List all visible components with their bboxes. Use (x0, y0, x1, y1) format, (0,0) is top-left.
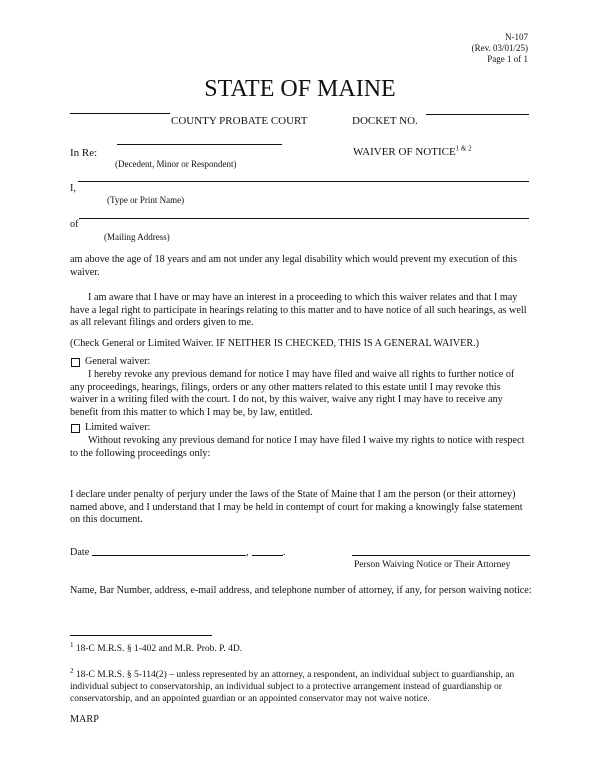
general-waiver-checkbox[interactable] (71, 358, 80, 367)
county-probate-court-label: COUNTY PROBATE COURT (171, 115, 308, 127)
age-statement: am above the age of 18 years and am not under any legal disability which would prevent my execution of this waiver. (70, 254, 517, 278)
footnote-2-text: 18-C M.R.S. § 5-114(2) – unless represented by an attorney, a respondent, an individual subject to guardianship, an individual subject to conservatorship, an individual subject to a protective arrangement instead of guardianship or conservatorship, and an appointed guardian or an appointed conservator may not waive notice. (70, 670, 515, 704)
footnote-separator (70, 635, 212, 636)
check-instruction: (Check General or Limited Waiver. IF NEITHER IS CHECKED, THIS IS A GENERAL WAIVER.) (70, 338, 480, 349)
in-re-label: In Re: (70, 147, 98, 159)
footnote-2-mark: 2 (70, 666, 74, 675)
footer-marp: MARP (70, 714, 99, 725)
general-waiver-text: I hereby revoke any previous demand for notice I may have filed and waive all rights to further notice of any proceedings, hearings, filings, orders or any other matters related to this estate until I may revoke this waiver in a writing filed with the court. I do not, by this waiver, waive any right I may have to receive any benefit from this matter to which I may be, by law, entitled. (70, 369, 515, 418)
limited-waiver-label: Limited waiver: (85, 422, 151, 433)
county-field[interactable] (70, 113, 170, 114)
in-re-sublabel: (Decedent, Minor or Respondent) (115, 159, 237, 169)
page-indicator: Page 1 of 1 (487, 54, 528, 64)
name-field[interactable] (78, 181, 529, 182)
name-label: I, (70, 183, 76, 194)
date-label: Date (70, 547, 90, 558)
general-waiver-label: General waiver: (85, 356, 151, 367)
address-sublabel: (Mailing Address) (104, 232, 170, 242)
waiver-title-footnote-ref: 1 & 2 (455, 144, 472, 153)
limited-waiver-text: Without revoking any previous demand for notice I may have filed I waive my rights to notice with respect to the following proceedings only: (70, 435, 525, 459)
declaration-statement: I declare under penalty of perjury under the laws of the State of Maine that I am the person (or their attorney) named above, and I understand that I may be held in contempt of court for making a knowingly false statement on this document. (70, 489, 523, 526)
limited-waiver-checkbox[interactable] (71, 424, 80, 433)
attorney-info-label: Name, Bar Number, address, e-mail address, and telephone number of attorney, if any, for person waiving notice: (70, 585, 532, 596)
date-comma: , (246, 547, 249, 558)
footnote-1-text: 18-C M.R.S. § 1-402 and M.R. Prob. P. 4D. (75, 644, 243, 654)
footnote-1-mark: 1 (70, 640, 74, 649)
year-field[interactable] (252, 555, 283, 556)
date-period: . (283, 547, 286, 558)
signature-field[interactable] (352, 555, 530, 556)
docket-number-field[interactable] (426, 114, 529, 115)
name-sublabel: (Type or Print Name) (107, 195, 185, 205)
interest-statement: I am aware that I have or may have an interest in a proceeding to which this waiver relates and that I may have a legal right to participate in hearings relating to this matter and to have notice of all such hearings, as well as all relevant filings and orders given to me. (70, 292, 527, 329)
waiver-title (353, 146, 472, 159)
date-field[interactable] (92, 555, 246, 556)
mailing-address-field[interactable] (79, 218, 529, 219)
address-label: of (70, 219, 79, 230)
footnote-1 (70, 640, 530, 656)
form-header (472, 32, 528, 65)
waiver-title-text: WAIVER OF NOTICE (353, 146, 456, 158)
page-title: STATE OF MAINE (204, 76, 396, 102)
form-revision: (Rev. 03/01/25) (471, 43, 528, 53)
footnote-2 (70, 666, 532, 705)
in-re-field[interactable] (117, 144, 282, 145)
docket-label: DOCKET NO. (352, 115, 418, 127)
signer-label: Person Waiving Notice or Their Attorney (354, 560, 511, 570)
form-number: N-107 (505, 32, 528, 42)
